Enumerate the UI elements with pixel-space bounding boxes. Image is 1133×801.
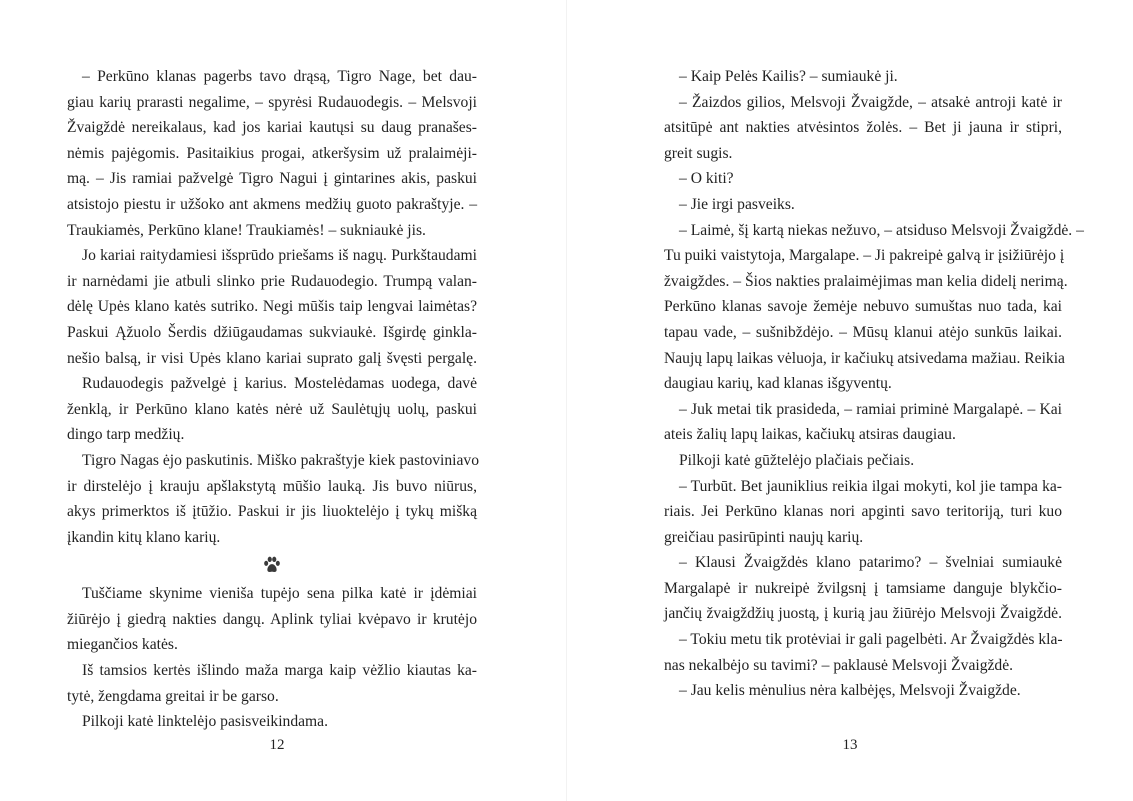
text-line: – Žaizdos gilios, Melsvoji Žvaigžde, – atsakė antroji katė ir [679, 93, 1062, 111]
text-line: nas nekalbėjo su tavimi? – paklausė Melsvoji Žvaigždė. [664, 656, 1014, 674]
text-line: Pilkoji katė linktelėjo pasisveikindama. [82, 713, 328, 731]
text-line: dėlę Upės klano katės sutriko. Negi mūšis taip lengvai laimėtas? [67, 298, 477, 316]
left-page [0, 0, 566, 801]
text-line: atsistojo piestu ir užšoko ant akmens medžių guoto pakraštyje. – [67, 195, 477, 213]
text-line: greičiau pasirūpinti naujų karių. [664, 528, 864, 546]
text-line: akys primerktos iš įtūžio. Paskui ir jis liuoktelėjo į tykų mišką [67, 503, 477, 521]
text-line: jančių žvaigždžių juostą, į kurią jau žiūrėjo Melsvoji Žvaigždė. [664, 605, 1062, 623]
text-line: dingo tarp medžių. [67, 426, 185, 444]
text-line: – Tokiu metu tik protėviai ir gali pagelbėti. Ar Žvaigždės kla- [679, 631, 1063, 649]
text-line: atsitūpė ant nakties atvėsintos žolės. – Bet ji jauna ir stipri, [664, 119, 1062, 137]
text-line: – Jie irgi pasveiks. [679, 195, 795, 213]
text-line: – Perkūno klanas pagerbs tavo drąsą, Tigro Nage, bet dau- [82, 68, 477, 85]
text-line: riais. Jei Perkūno klanas nori apginti savo teritoriją, turi kuo [664, 503, 1062, 521]
text-line: daugiau karių, kad klanas išgyventų. [664, 375, 892, 393]
text-line: tapau vade, – sušnibždėjo. – Mūsų klanui atėjo sunkūs laikai. [664, 323, 1062, 341]
text-line: – O kiti? [679, 170, 734, 188]
text-line: ateis žalių lapų laikas, kačiukų atsiras daugiau. [664, 426, 956, 444]
text-line: greit sugis. [664, 144, 733, 162]
text-line: žiūrėjo į giedrą nakties dangų. Aplink tyliai kvėpavo ir krutėjo [67, 610, 477, 628]
paw-print-icon [262, 555, 282, 575]
text-line: Perkūno klanas savoje žemėje nebuvo sumuštas nuo tada, kai [664, 298, 1062, 316]
text-line: Žvaigždė nereikalaus, kad jos kariai kautųsi su daug pranašes- [67, 119, 477, 137]
text-line: Pilkoji katė gūžtelėjo plačiais pečiais. [679, 451, 915, 469]
text-line: Tu puiki vaistytoja, Margalape. – Ji pakreipė galvą ir įsižiūrėjo į [664, 247, 1065, 265]
text-line: Traukiamės, Perkūno klane! Traukiamės! – sukniaukė jis. [67, 221, 426, 239]
text-line: – Kaip Pelės Kailis? – sumiaukė ji. [679, 68, 898, 85]
text-line: – Juk metai tik prasideda, – ramiai priminė Margalapė. – Kai [679, 400, 1062, 418]
text-line: ir dirstelėjo į krauju apšlakstytą mūšio lauką. Jis buvo niūrus, [67, 477, 477, 495]
text-line: žvaigždes. – Šios nakties pralaimėjimas man kelia didelį nerimą. [664, 272, 1068, 290]
right-page-text [664, 64, 1084, 704]
right-text-section [664, 64, 1084, 704]
page-number-right: 13 [842, 737, 858, 753]
text-line: giau karių prarasti negalime, – spyrėsi Rudauodegis. – Melsvoji [67, 93, 477, 111]
text-line: – Jau kelis mėnulius nėra kalbėjęs, Melsvoji Žvaigžde. [679, 682, 1021, 700]
text-line: Jo kariai raitydamiesi išsprūdo priešams iš nagų. Purkštaudami [82, 247, 477, 265]
text-line: – Turbūt. Bet jauniklius reikia ilgai mokyti, kol jie tampa ka- [679, 477, 1062, 495]
page-number-left: 12 [269, 737, 285, 753]
text-line: – Laimė, šį kartą niekas nežuvo, – atsiduso Melsvoji Žvaigždė. – [679, 221, 1084, 239]
section-break [67, 548, 477, 581]
left-page-text [67, 64, 480, 735]
text-line: Paskui Ąžuolo Šerdis džiūgaudamas sukviaukė. Išgirdę ginkla- [67, 323, 477, 341]
text-line: Rudauodegis pažvelgė į karius. Mostelėdamas uodega, davė [82, 375, 477, 393]
text-line: Naujų lapų laikas vėluoja, ir kačiukų atsivedama mažiau. Reikia [664, 349, 1065, 367]
left-text-section-1 [67, 64, 480, 550]
text-line: tytė, žengdama greitai ir be garso. [67, 687, 279, 705]
text-line: miegančios katės. [67, 636, 178, 654]
left-text-section-2 [67, 581, 477, 735]
right-page [567, 0, 1133, 801]
text-line: įkandin kitų klano karių. [67, 528, 221, 546]
text-line: Tigro Nagas ėjo paskutinis. Miško pakraštyje kiek pastoviniavo [82, 451, 480, 469]
text-line: Iš tamsios kertės išlindo maža marga kaip vėžlio kiautas ka- [82, 662, 477, 680]
text-line: ženklą, ir Perkūno klano katės nėrė už Saulėtųjų uolų, paskui [67, 400, 477, 418]
text-line: Tuščiame skynime vieniša tupėjo sena pilka katė ir įdėmiai [82, 585, 477, 603]
text-line: mą. – Jis ramiai pažvelgė Tigro Nagui į gintarines akis, paskui [67, 170, 477, 188]
text-line: – Klausi Žvaigždės klano patarimo? – švelniai sumiaukė [679, 554, 1062, 572]
text-line: Margalapė ir nukreipė žvilgsnį į tamsiame danguje blykčio- [664, 579, 1062, 597]
text-line: ir narnėdami jie atbuli slinko prie Rudauodegio. Trumpą valan- [67, 272, 477, 290]
text-line: nėmis pajėgomis. Pasitaikius progai, atkeršysim už pralaimėji- [67, 144, 477, 162]
text-line: nešio balsą, ir visi Upės klano kariai suprato galį švęsti pergalę. [67, 349, 477, 367]
